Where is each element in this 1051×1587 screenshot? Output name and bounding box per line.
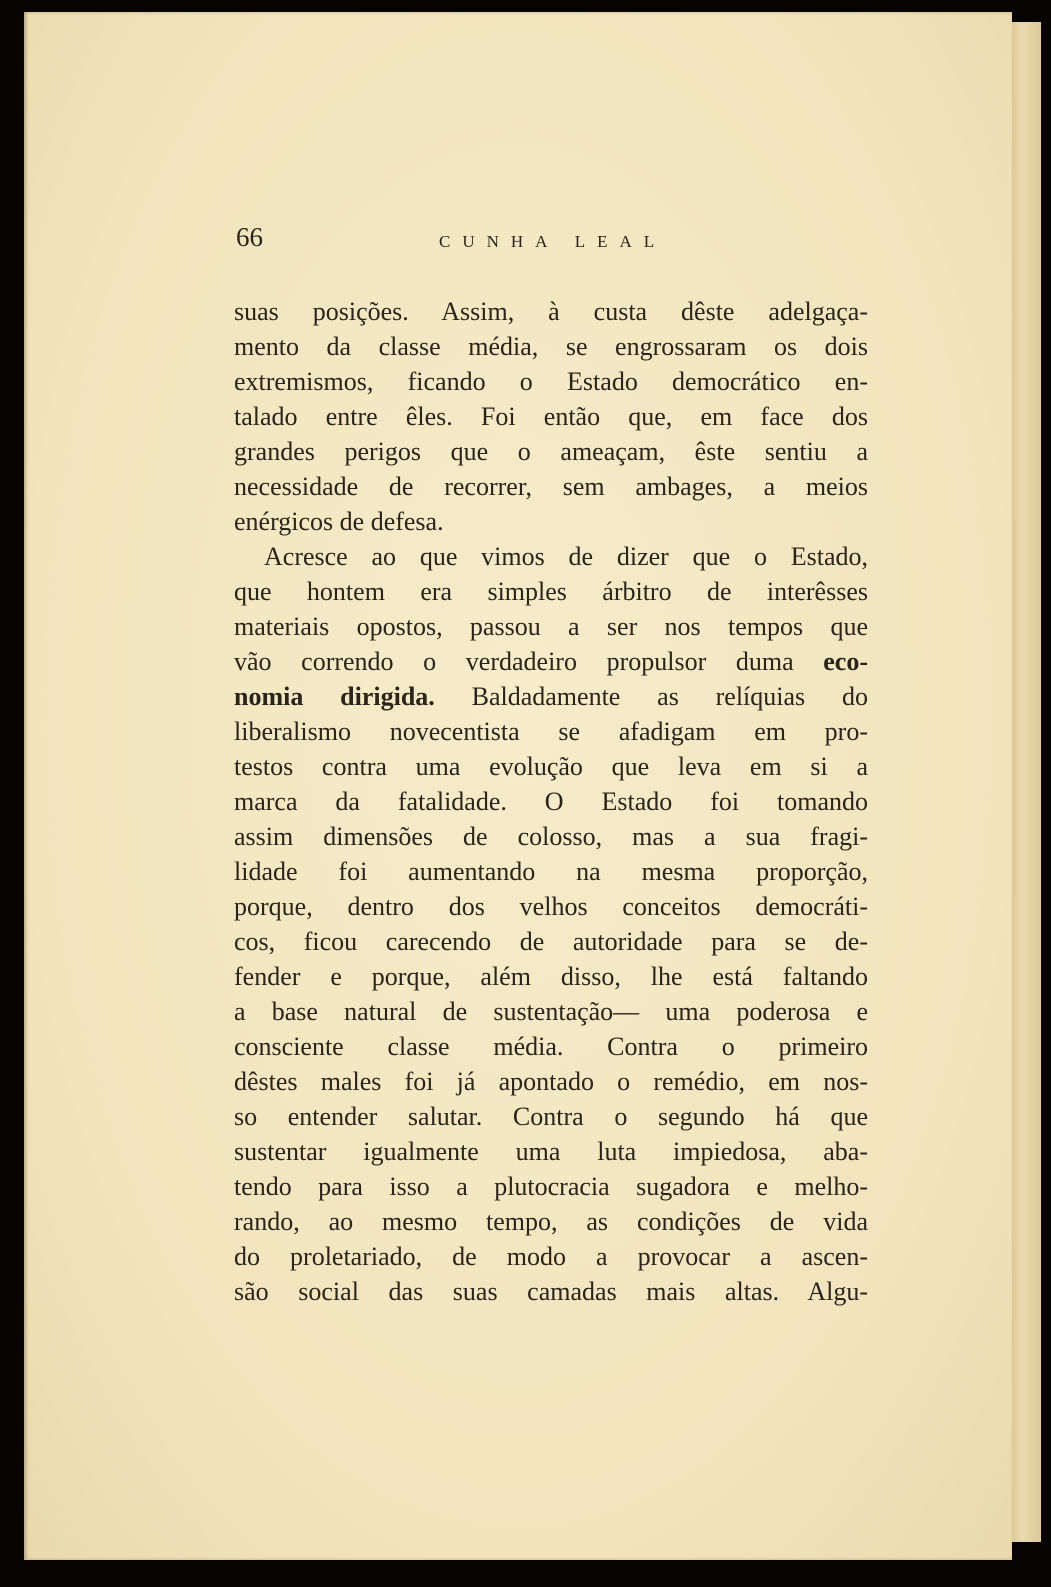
text-line: do proletariado, de modo a provocar a ascen- — [234, 1242, 868, 1271]
text-line-with-bold — [234, 644, 868, 679]
text-line: marca da fatalidade. O Estado foi tomando — [234, 787, 868, 816]
text-line: a base natural de sustentação— uma poderosa e — [234, 997, 868, 1026]
text-line: sustentar igualmente uma luta impiedosa, aba- — [234, 1137, 868, 1166]
text-line: mento da classe média, se engrossaram os dois — [234, 332, 868, 361]
text-line: talado entre êles. Foi então que, em face dos — [234, 402, 868, 431]
text-line: enérgicos de defesa. — [234, 507, 444, 536]
text-line: so entender salutar. Contra o segundo há que — [234, 1102, 868, 1131]
text-line: assim dimensões de colosso, mas a sua fragi- — [234, 822, 868, 851]
text-line: porque, dentro dos velhos conceitos democráti- — [234, 892, 868, 921]
bold-term: nomia dirigida. — [234, 682, 435, 711]
page-number: 66 — [236, 222, 263, 252]
bold-term: eco- — [823, 647, 868, 676]
text-line-with-bold — [234, 679, 868, 714]
running-head: CUNHA LEAL — [439, 232, 667, 251]
text-line: fender e porque, além disso, lhe está faltando — [234, 962, 868, 991]
text-line: consciente classe média. Contra o primeiro — [234, 1032, 868, 1061]
text-line: tendo para isso a plutocracia sugadora e melho- — [234, 1172, 868, 1201]
text-line: Acresce ao que vimos de dizer que o Estado, — [264, 542, 868, 571]
text-segment: Baldadamente as relíquias do — [471, 682, 868, 711]
text-line: necessidade de recorrer, sem ambages, a meios — [234, 472, 868, 501]
body-text — [234, 294, 868, 1309]
next-page-edge — [1008, 22, 1041, 1542]
text-line: dêstes males foi já apontado o remédio, em nos- — [234, 1067, 868, 1096]
text-line: grandes perigos que o ameaçam, êste sentiu a — [234, 437, 868, 466]
text-line: lidade foi aumentando na mesma proporção, — [234, 857, 868, 886]
text-line: materiais opostos, passou a ser nos tempos que — [234, 612, 868, 641]
text-line: testos contra uma evolução que leva em si a — [234, 752, 868, 781]
text-line: são social das suas camadas mais altas. Algu- — [234, 1277, 868, 1306]
text-line: liberalismo novecentista se afadigam em pro- — [234, 717, 868, 746]
text-line: cos, ficou carecendo de autoridade para se de- — [234, 927, 868, 956]
text-segment: vão correndo o verdadeiro propulsor duma — [234, 647, 794, 676]
text-line: extremismos, ficando o Estado democrático en- — [234, 367, 868, 396]
page-header — [236, 220, 876, 260]
text-line: que hontem era simples árbitro de interêsses — [234, 577, 868, 606]
text-line: suas posições. Assim, à custa dêste adelgaça- — [234, 297, 868, 326]
text-line: rando, ao mesmo tempo, as condições de vida — [234, 1207, 868, 1236]
